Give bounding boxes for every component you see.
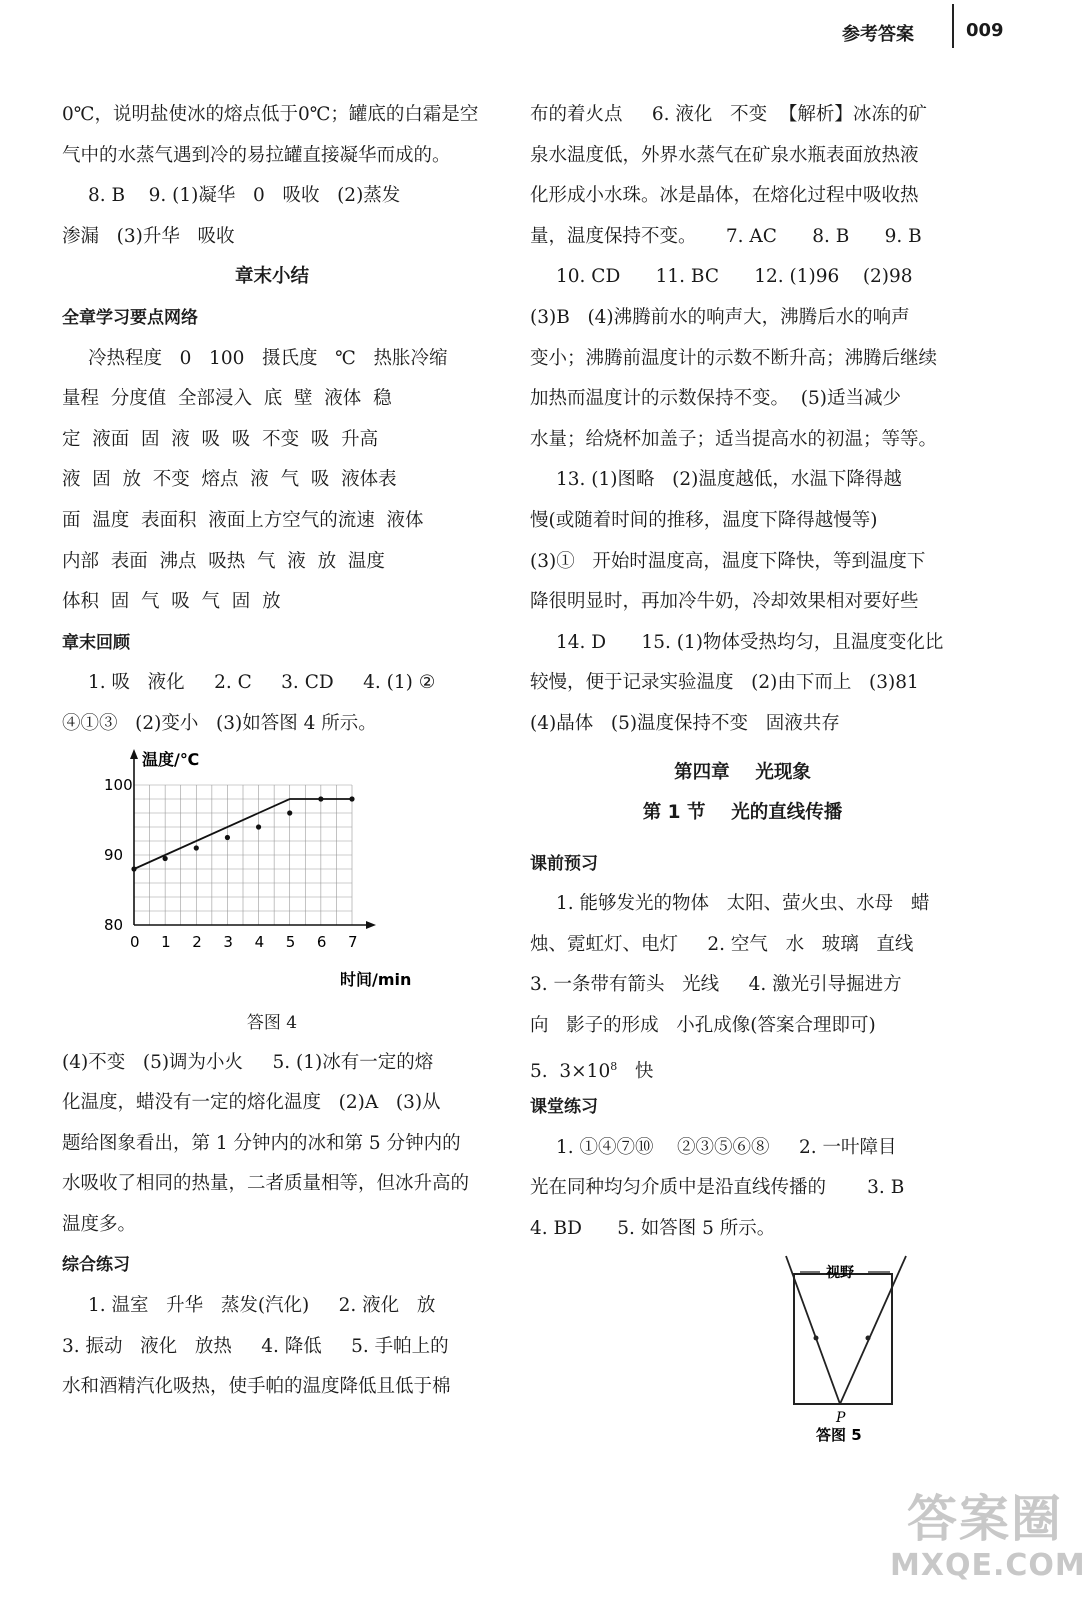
text-line: 10. CD 11. BC 12. (1)96 (2)98: [556, 266, 913, 288]
text-line: 泉水温度低，外界水蒸气在矿泉水瓶表面放热液: [530, 144, 919, 166]
text-line: 化温度，蜡没有一定的熔化温度 (2)A (3)从: [62, 1092, 441, 1114]
text-line: 面 温度 表面积 液面上方空气的流速 液体: [62, 509, 424, 531]
data-point: [349, 796, 354, 801]
review-title: 章末回顾: [62, 632, 130, 653]
x-axis-label: 时间/min: [340, 969, 412, 989]
text-line: 水和酒精汽化吸热，使手帕的温度降低且低于棉: [62, 1376, 451, 1398]
text-line: 冷热程度 0 100 摄氏度 ℃ 热胀冷缩: [88, 347, 448, 369]
text-line: 1. 能够发光的物体 太阳、萤火虫、水母 蜡: [556, 893, 930, 915]
chapter-title: 第四章 光现象: [674, 761, 811, 783]
page-number: 009: [966, 20, 1004, 41]
header-title: 参考答案: [842, 24, 914, 45]
text-line: 水量；给烧杯加盖子；适当提高水的初温；等等。: [530, 428, 938, 450]
x-tick-label: 0: [130, 932, 140, 951]
point-p-label: P: [836, 1410, 846, 1426]
text-line: 渗漏 (3)升华 吸收: [62, 225, 235, 247]
summary-title: 章末小结: [234, 266, 309, 288]
network-title: 全章学习要点网络: [62, 307, 198, 328]
window-frame: [794, 1274, 892, 1404]
text-line: 气中的水蒸气遇到冷的易拉罐直接凝华而成的。: [62, 144, 451, 166]
x-tick-label: 2: [192, 932, 202, 951]
text-line: 向 影子的形成 小孔成像(答案合理即可): [530, 1015, 876, 1037]
text-line: 8. B 9. (1)凝华 0 吸收 (2)蒸发: [88, 185, 401, 207]
text-line: 液 固 放 不变 熔点 液 气 吸 液体表: [62, 469, 397, 491]
watermark: [890, 1490, 1086, 1595]
text-line: 定 液面 固 液 吸 吸 不变 吸 升高: [62, 428, 379, 450]
speed-of-light-tail: 快: [617, 1060, 654, 1082]
data-point: [194, 845, 199, 850]
header-divider: [952, 4, 954, 48]
y-tick-label: 100: [104, 775, 133, 794]
practice-title: 综合练习: [62, 1255, 130, 1276]
right-column: [530, 95, 955, 1250]
text-line: 水吸收了相同的热量，二者质量相等，但冰升高的: [62, 1173, 470, 1195]
x-tick-label: 7: [348, 932, 358, 951]
x-tick-label: 6: [316, 932, 327, 951]
watermark-url: MXQE.COM: [890, 1548, 1086, 1583]
text-line: ④①③ (2)变小 (3)如答图 4 所示。: [62, 712, 377, 734]
y-tick-label: 90: [104, 845, 124, 864]
text-line: 13. (1)图略 (2)温度越低，水温下降得越: [556, 469, 902, 491]
text-line: 内部 表面 沸点 吸热 气 液 放 温度: [62, 550, 385, 572]
y-tick-label: 80: [104, 915, 124, 934]
text-line: 温度多。: [62, 1213, 137, 1235]
text-line: 1. 吸 液化 2. C 3. CD 4. (1) ②: [88, 672, 436, 694]
section-title: 第 1 节 光的直线传播: [642, 802, 843, 824]
text-line: (4)不变 (5)调为小火 5. (1)冰有一定的熔: [62, 1051, 434, 1073]
preview-title: 课前预习: [530, 853, 598, 874]
text-line: 1. ①④⑦⑩ ②③⑤⑥⑧ 2. 一叶障目: [556, 1136, 897, 1158]
text-line: 题给图象看出，第 1 分钟内的冰和第 5 分钟内的: [62, 1132, 461, 1154]
text-line: 量程 分度值 全部浸入 底 壁 液体 稳: [62, 388, 392, 410]
text-line: 降很明显时，再加冷牛奶，冷却效果相对要好些: [530, 591, 919, 613]
class-practice-title: 课堂练习: [530, 1097, 598, 1118]
left-column: [62, 95, 482, 1408]
data-point: [287, 810, 292, 815]
x-tick-label: 4: [254, 932, 265, 951]
text-line: [530, 1047, 955, 1088]
text-line: 慢(或随着时间的推移，温度下降得越慢等): [530, 509, 878, 531]
temperature-chart-svg: [62, 745, 482, 1003]
text-line: (4)晶体 (5)温度保持不变 固液共存: [530, 712, 840, 734]
y-axis-arrow: [130, 749, 138, 759]
text-line: 化形成小水珠。冰是晶体，在熔化过程中吸收热: [530, 185, 919, 207]
text-line: 较慢，便于记录实验温度 (2)由下而上 (3)81: [530, 672, 919, 694]
speed-of-light-text: 5. 3×10: [530, 1060, 611, 1082]
arrow-dot: [866, 1336, 871, 1341]
text-line: 3. 一条带有箭头 光线 4. 激光引导掘进方: [530, 974, 902, 996]
temperature-chart: [62, 745, 482, 1003]
exponent: 8: [610, 1059, 618, 1073]
y-axis-label: 温度/℃: [142, 749, 200, 769]
x-tick-label: 5: [285, 932, 296, 951]
data-point: [163, 855, 168, 860]
text-line: 烛、霓虹灯、电灯 2. 空气 水 玻璃 直线: [530, 933, 914, 955]
view-label: 视野: [826, 1265, 854, 1281]
text-line: (3)① 开始时温度高，温度下降快，等到温度下: [530, 550, 926, 572]
figure5-diagram: [780, 1250, 910, 1450]
x-tick-label: 1: [161, 932, 171, 951]
text-line: 体积 固 气 吸 气 固 放: [62, 591, 281, 613]
arrow-dot: [814, 1336, 819, 1341]
figure4-caption: 答图 4: [246, 1012, 298, 1033]
text-line: 1. 温室 升华 蒸发(汽化) 2. 液化 放: [88, 1295, 436, 1317]
x-axis-arrow: [366, 921, 376, 929]
text-line: 光在同种均匀介质中是沿直线传播的 3. B: [530, 1177, 905, 1199]
text-line: 14. D 15. (1)物体受热均匀，且温度变化比: [556, 631, 944, 653]
figure5-caption: 答图 5: [816, 1426, 862, 1444]
text-line: 0℃，说明盐使冰的熔点低于0℃；罐底的白霜是空: [62, 104, 479, 125]
text-line: 加热而温度计的示数保持不变。 (5)适当减少: [530, 388, 901, 410]
text-line: 3. 振动 液化 放热 4. 降低 5. 手帕上的: [62, 1335, 449, 1357]
text-line: 变小；沸腾前温度计的示数不断升高；沸腾后继续: [530, 347, 938, 369]
figure5-svg: [780, 1250, 910, 1450]
text-line: (3)B (4)沸腾前水的响声大，沸腾后水的响声: [530, 306, 910, 328]
data-point: [256, 824, 261, 829]
data-point: [318, 796, 323, 801]
text-line: 4. BD 5. 如答图 5 所示。: [530, 1218, 776, 1240]
data-point: [131, 866, 136, 871]
text-line: 量，温度保持不变。 7. AC 8. B 9. B: [530, 225, 922, 247]
text-line: 布的着火点 6. 液化 不变 【解析】冰冻的矿: [530, 104, 927, 125]
data-point: [225, 834, 230, 839]
watermark-logo: 答案圈: [907, 1490, 1063, 1548]
x-tick-label: 3: [223, 932, 233, 951]
